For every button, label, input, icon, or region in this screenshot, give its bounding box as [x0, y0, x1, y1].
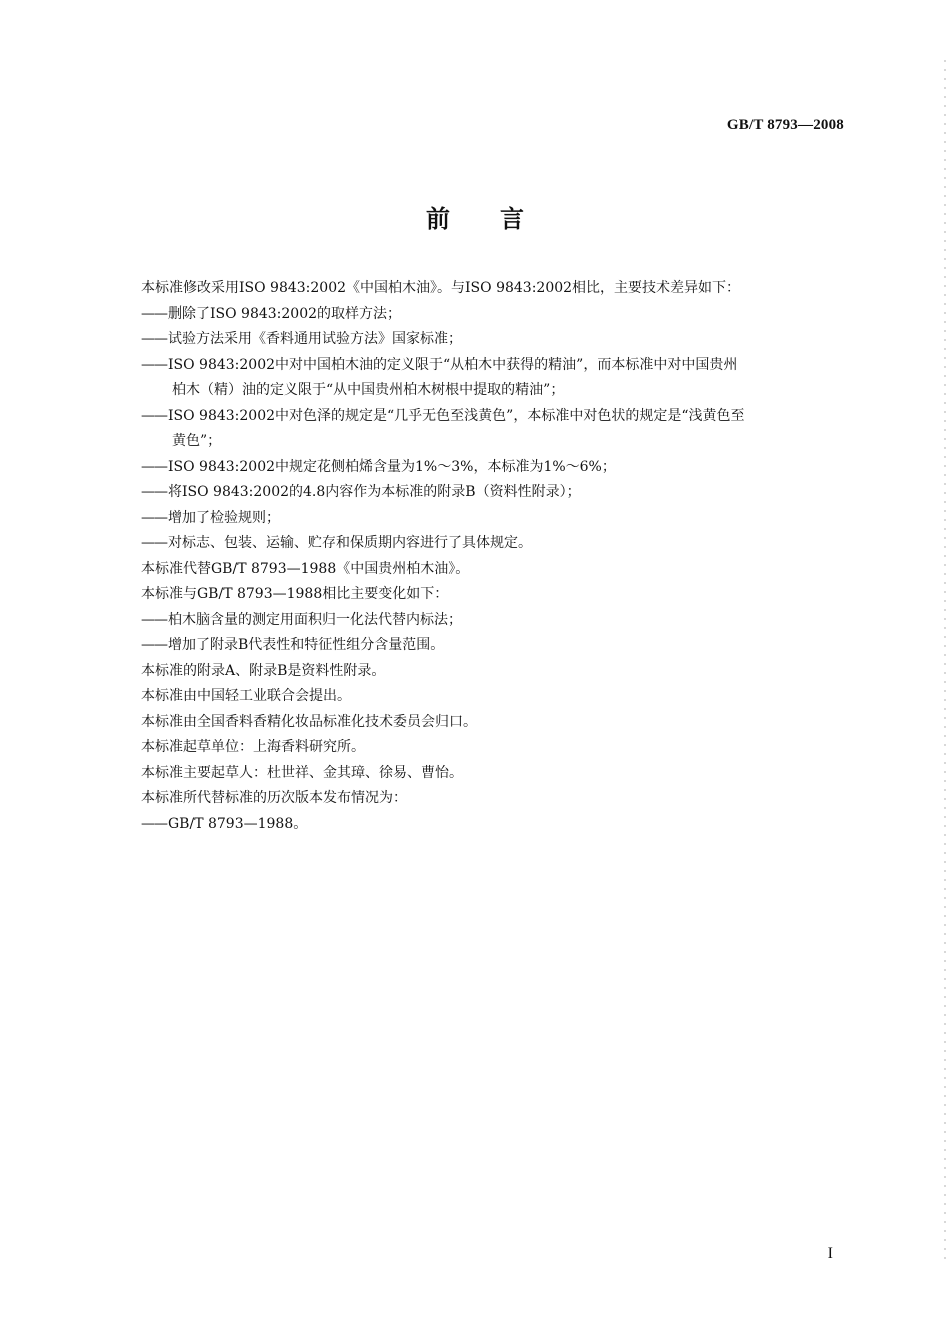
- paragraph-line: [141, 276, 849, 302]
- line-text: 本标准主要起草人：杜世祥、金其璋、徐易、曹怡。: [141, 764, 463, 781]
- list-item-continuation: [141, 429, 849, 455]
- list-dash: ——: [141, 407, 167, 424]
- paragraph-line: [141, 684, 849, 710]
- line-text: 试验方法采用《香料通用试验方法》国家标准；: [168, 331, 462, 347]
- line-text: 增加了附录B代表性和特征性组分含量范围。: [168, 637, 445, 653]
- list-item: [141, 353, 849, 379]
- list-dash: ——: [141, 535, 167, 551]
- line-text: 将ISO 9843:2002的4.8内容作为本标准的附录B（资料性附录）；: [168, 484, 581, 500]
- list-item: [141, 531, 849, 557]
- line-text: ISO 9843:2002中规定花侧柏烯含量为1%～3%，本标准为1%～6%；: [168, 458, 616, 475]
- list-item: [141, 455, 849, 481]
- list-item: [141, 404, 849, 430]
- list-item: [141, 506, 849, 532]
- list-item: [141, 633, 849, 659]
- line-text: 本标准修改采用ISO 9843:2002《中国柏木油》。与ISO 9843:2002相比，主要技术差异如下：: [141, 280, 741, 296]
- line-text: 柏木脑含量的测定用面积归一化法代替内标法；: [168, 611, 462, 628]
- scan-edge-marks: [944, 60, 946, 1260]
- line-text: 黄色”；: [172, 433, 222, 449]
- list-item-continuation: [141, 378, 849, 404]
- foreword-body: [141, 276, 849, 837]
- line-text: 对标志、包装、运输、贮存和保质期内容进行了具体规定。: [168, 535, 532, 551]
- list-dash: ——: [141, 637, 167, 653]
- line-text: 柏木（精）油的定义限于“从中国贵州柏木树根中提取的精油”；: [172, 382, 565, 398]
- paragraph-line: [141, 659, 849, 685]
- list-dash: ——: [141, 458, 167, 475]
- line-text: GB/T 8793—1988。: [168, 815, 308, 832]
- paragraph-line: [141, 761, 849, 787]
- list-item: [141, 327, 849, 353]
- paragraph-line: [141, 710, 849, 736]
- line-text: ISO 9843:2002中对色泽的规定是“几乎无色至浅黄色”，本标准中对色状的规定是“浅黄色至: [168, 407, 745, 424]
- page-title: 前言: [426, 205, 574, 233]
- list-item: [141, 608, 849, 634]
- line-text: 本标准由全国香料香精化妆品标准化技术委员会归口。: [141, 713, 477, 730]
- line-text: 本标准代替GB/T 8793—1988《中国贵州柏木油》。: [141, 560, 470, 577]
- list-dash: ——: [141, 305, 167, 322]
- list-item: [141, 812, 849, 838]
- line-text: 本标准起草单位：上海香料研究所。: [141, 739, 365, 755]
- paragraph-line: [141, 735, 849, 761]
- line-text: ISO 9843:2002中对中国柏木油的定义限于“从柏木中获得的精油”，而本标准中对中国贵州: [168, 356, 738, 373]
- paragraph-line: [141, 582, 849, 608]
- list-dash: ——: [141, 815, 167, 832]
- list-item: [141, 302, 849, 328]
- paragraph-line: [141, 557, 849, 583]
- list-dash: ——: [141, 509, 167, 526]
- list-dash: ——: [141, 611, 167, 628]
- standard-code: GB/T 8793—2008: [726, 117, 844, 133]
- line-text: 增加了检验规则；: [168, 509, 280, 526]
- page-number: I: [827, 1245, 833, 1262]
- line-text: 本标准所代替标准的历次版本发布情况为：: [141, 790, 407, 806]
- line-text: 本标准的附录A、附录B是资料性附录。: [141, 662, 386, 679]
- list-dash: ——: [141, 484, 167, 500]
- paragraph-line: [141, 786, 849, 812]
- line-text: 本标准由中国轻工业联合会提出。: [141, 688, 351, 704]
- list-item: [141, 480, 849, 506]
- line-text: 本标准与GB/T 8793—1988相比主要变化如下：: [141, 586, 449, 602]
- line-text: 删除了ISO 9843:2002的取样方法；: [168, 305, 402, 322]
- list-dash: ——: [141, 356, 167, 373]
- list-dash: ——: [141, 331, 167, 347]
